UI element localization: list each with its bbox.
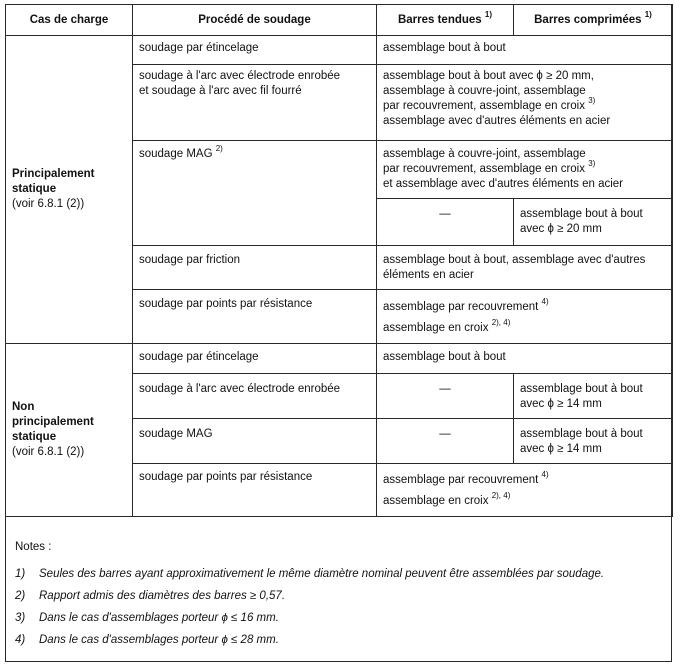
header-comprimees: Barres comprimées $^{1)}$ [514,5,673,36]
tendues-cell: assemblage bout à bout, assemblage avec d'autres éléments en acier [377,246,673,290]
process-cell: soudage par friction [133,246,377,290]
header-row [6,5,673,36]
process-cell: soudage MAG [133,419,377,464]
process-cell: soudage à l'arc avec électrode enrobée et soudage à l'arc avec fil fourré [133,65,377,141]
tendues-cell: assemblage bout à bout avec ϕ ≥ 20 mm, assemblage à couvre-joint, assemblage par recouvrement, assemblage en croix $^{3)}$ assemblage avec d'autres éléments en acier [377,65,673,141]
tendues-cell: assemblage bout à bout [377,344,673,374]
welding-table [5,4,673,517]
case-cell-static: Principalement statique (voir 6.8.1 (2)) [6,36,133,344]
note-ref: 1) [644,9,652,19]
comprimees-cell: assemblage bout à bout avec ϕ ≥ 14 mm [514,419,673,464]
process-cell: soudage à l'arc avec électrode enrobée [133,374,377,419]
note-item: 4) Dans le cas d'assemblages porteur ϕ ≤ 28 mm. [15,634,279,646]
case-cell-non-static: Non principalement statique (voir 6.8.1 (2)) [6,344,133,517]
note-ref: 2), 4) [491,491,511,501]
tendues-cell: assemblage par recouvrement $^{4)}$ assemblage en croix $^{2), 4)}$ [377,290,673,344]
tendues-cell: — [377,419,514,464]
note-ref: 3) [588,159,596,169]
note-ref: 4) [541,470,549,480]
table-row [6,36,673,65]
header-cas: Cas de charge [6,5,133,36]
table-row [6,344,673,374]
process-cell: soudage par étincelage [133,36,377,65]
tendues-cell: — [377,199,514,246]
note-item: 2) Rapport admis des diamètres des barres ≥ 0,57. [15,590,286,602]
process-cell: soudage par étincelage [133,344,377,374]
notes-section [5,531,672,662]
tendues-cell: assemblage par recouvrement $^{4)}$ assemblage en croix $^{2), 4)}$ [377,464,673,517]
tendues-cell: assemblage à couvre-joint, assemblage par recouvrement, assemblage en croix $^{3)}$ et assemblage avec d'autres éléments en acier [377,141,673,199]
tendues-cell: assemblage bout à bout [377,36,673,65]
tendues-cell: — [377,374,514,419]
header-tendues: Barres tendues $^{1)}$ [377,5,514,36]
note-item: 1) Seules des barres ayant approximativement le même diamètre nominal peuvent être assemblées par soudage. [15,568,605,580]
note-ref: 1) [484,9,493,19]
process-cell: soudage par points par résistance [133,464,377,517]
comprimees-cell: assemblage bout à bout avec ϕ ≥ 14 mm [514,374,673,419]
process-cell: soudage par points par résistance [133,290,377,344]
header-procede: Procédé de soudage [133,5,377,36]
note-ref: 4) [541,297,549,307]
note-ref: 3) [588,96,596,106]
process-cell: soudage MAG $^{2)}$ [133,141,377,246]
note-ref: 2) [215,144,223,154]
comprimees-cell: assemblage bout à bout avec ϕ ≥ 20 mm [514,199,673,246]
note-ref: 2), 4) [491,318,511,328]
notes-heading: Notes : [15,541,52,553]
note-item: 3) Dans le cas d'assemblages porteur ϕ ≤ 16 mm. [15,612,279,624]
